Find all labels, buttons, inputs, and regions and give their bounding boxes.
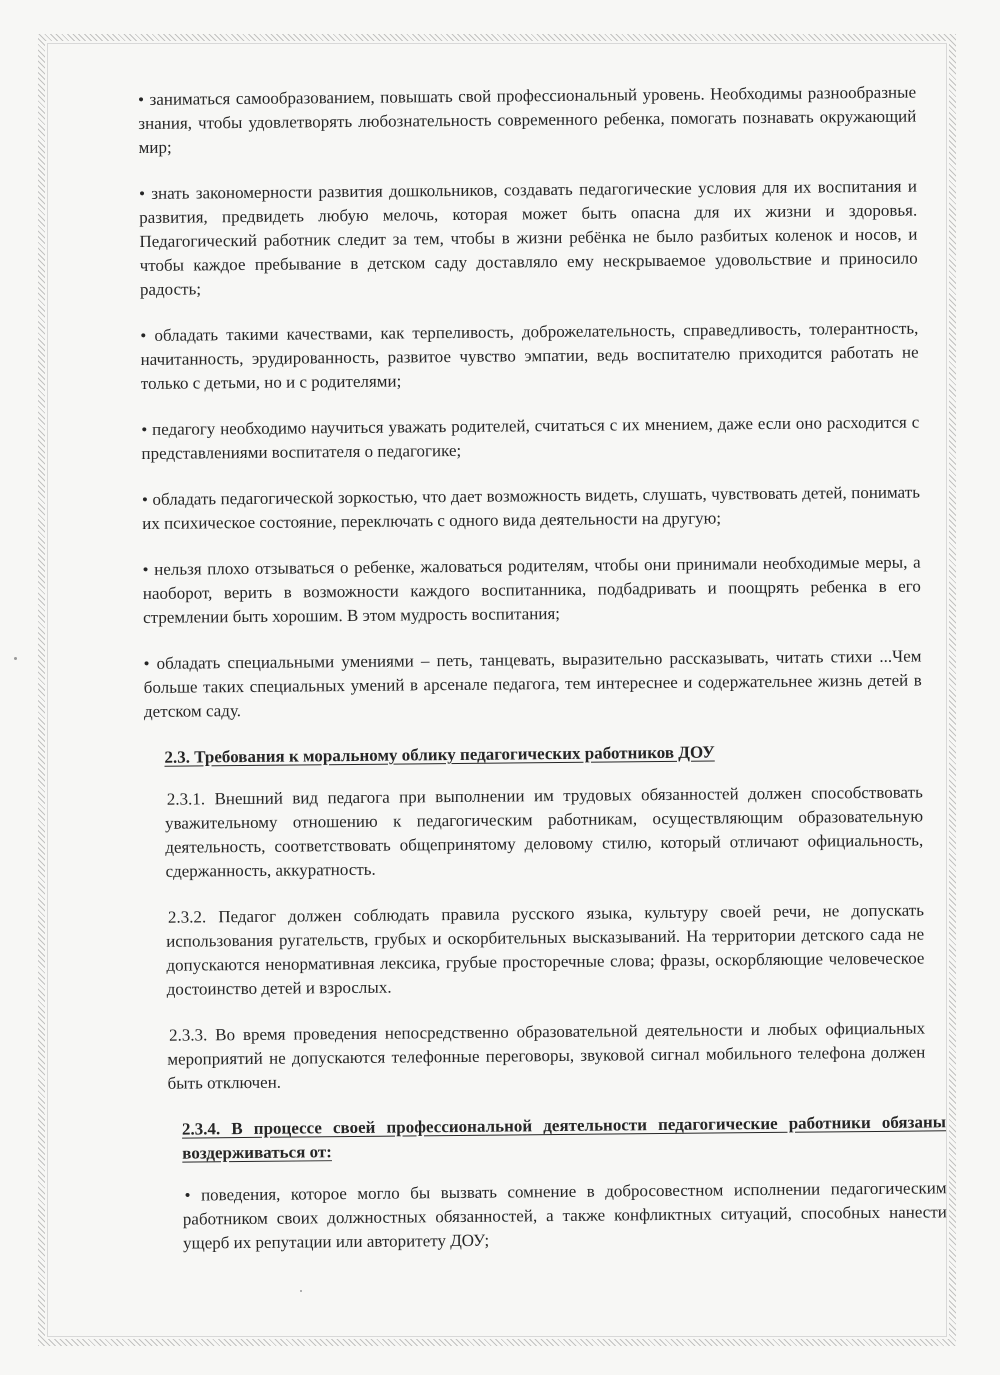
bullet-paragraph: • обладать специальными умениями – петь, танцевать, выразительно рассказывать, читать стихи ...Чем больше таких специальных умений в арсенале педагога, тем интереснее и содержательнее жизнь детей в детском саду. xyxy=(143,646,922,721)
scan-speck xyxy=(300,1290,302,1292)
section-heading-2-3-4: 2.3.4. В процессе своей профессиональной деятельности педагогические работники обязаны воздерживаться от: xyxy=(181,1112,947,1163)
clause-2-3-3: 2.3.3. Во время проведения непосредственно образовательной деятельности и любых официальных мероприятий не допускаются телефонные переговоры, звуковой сигнал мобильного телефона должен быть отключен. xyxy=(167,1018,926,1093)
bullet-paragraph: • педагогу необходимо научиться уважать родителей, считаться с их мнением, даже если оно расходится с представлениями воспитателя о педагогике; xyxy=(141,412,920,463)
bullet-paragraph: • знать закономерности развития дошкольников, создавать педагогические условия для их воспитания и развития, предвидеть любую мелочь, которая может быть опасна для их жизни и здоровья. Педагогический работник следит за тем, чтобы в жизни ребёнка не было разбитых коленок и носов, и чтобы каждое пребывание в детском саду доставляло ему нескрываемое удовольствие и приносило радость; xyxy=(138,176,918,299)
bullet-paragraph: • заниматься самообразованием, повышать свой профессиональный уровень. Необходимы разнообразные знания, чтобы удовлетворять любознательность современного ребенка, помогать познавать окружающий мир; xyxy=(138,82,917,157)
clause-2-3-1: 2.3.1. Внешний вид педагога при выполнении им трудовых обязанностей должен способствовать уважительному отношению к педагогическим работникам, осуществляющим образовательную деятельность, соответствовать общепринятому деловому стилю, который отличают официальность, сдержанность, аккуратность. xyxy=(164,782,924,881)
bullet-paragraph: • обладать педагогической зоркостью, что дает возможность видеть, слушать, чувствовать детей, понимать их психическое состояние, переключать с одного вида деятельности на другую; xyxy=(141,482,921,533)
bullet-paragraph: • нельзя плохо отзываться о ребенке, жаловаться родителям, чтобы они принимали необходимые меры, а наоборот, верить в возможности каждого воспитанника, подбадривать и поощрять ребенка в его стремлении быть хорошим. В этом мудрость воспитания; xyxy=(142,552,921,627)
section-heading-2-3: 2.3. Требования к моральному облику педагогических работников ДОУ xyxy=(164,742,715,767)
scan-speck xyxy=(14,657,17,660)
bullet-paragraph: • обладать такими качествами, как терпеливость, доброжелательность, справедливость, толерантность, начитанность, эрудированность, развитое чувство эмпатии, ведь воспитателю приходится работать не только с детьми, но и с родителями; xyxy=(140,318,919,393)
clause-2-3-4-bullet: • поведения, которое могло бы вызвать сомнение в добросовестном исполнении педагогическим работником своих должностных обязанностей, а также конфликтных ситуаций, способных нанести ущерб их репутации или авторитету ДОУ; xyxy=(182,1178,947,1253)
clause-2-3-2: 2.3.2. Педагог должен соблюдать правила русского языка, культуру своей речи, не допускать использования ругательств, грубых и оскорбительных высказываний. На территории детского сада не допускаются ненормативная лексика, грубые просторечные слова; фразы, оскорбляющие человеческое достоинство детей и взрослых. xyxy=(166,900,925,999)
document-body xyxy=(138,81,947,1278)
